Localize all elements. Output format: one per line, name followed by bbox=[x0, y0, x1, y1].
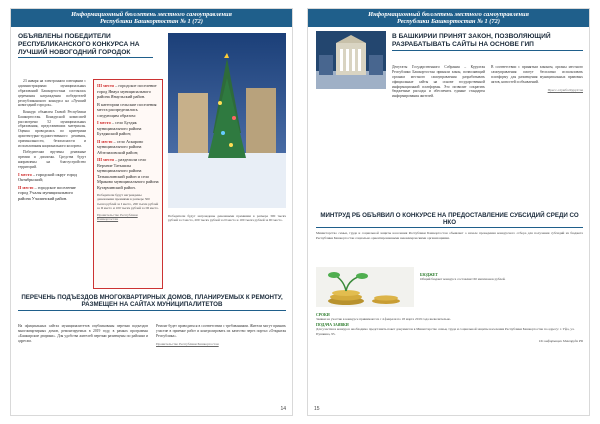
winners-frame bbox=[93, 79, 163, 289]
deadline-text: Заявки на участие в конкурсе принимаются с 4 февраля по 18 марта 2019 года включительно. bbox=[316, 317, 452, 321]
article-entrances bbox=[18, 294, 286, 312]
source-link[interactable]: Пресс-служба Курултая bbox=[547, 87, 583, 92]
law-col-2 bbox=[491, 65, 583, 92]
photo-side-text: Победители будут награждены денежными премиями в размере 300 тысяч рублей за I место, 200 тысяч рублей за II место и 100 тысяч рублей за III место. bbox=[168, 214, 286, 223]
frame-item: II место – село Аскарово муниципального района Абзелиловский район; bbox=[97, 138, 144, 155]
frame-note: Победители будут награждены денежными премиями в размере 300 тысяч рублей за I место, 200 тысяч рублей за II место и 100 тысяч рублей за III место. bbox=[97, 193, 159, 211]
source-link[interactable]: Правительство Республики Башкортостан bbox=[97, 212, 138, 221]
paragraph: На официальных сайтах муниципалитетов опубликованы перечни подъездов многоквартирных домов, ремонтируемых в 2019 году, в рамках программы «Башкирские дворики». Для удобства жителей перечни размещены по районам и адресам. bbox=[18, 324, 148, 343]
article-body bbox=[18, 79, 86, 203]
frame-item: В категории сельские поселения места распределились следующим образом: bbox=[97, 101, 157, 118]
entrances-col-1 bbox=[18, 324, 148, 344]
paragraph: 23 января на электронном совещании с администрациями муниципальных образований Башкортостана состоялась церемония награждения победителей республиканского конкурса на «Лучший новогодний городок». bbox=[18, 79, 86, 108]
coins-plant-photo bbox=[316, 267, 414, 307]
article-title: В БАШКИРИИ ПРИНЯТ ЗАКОН, ПОЗВОЛЯЮЩИЙ РАЗРАБАТЫВАТЬ САЙТЫ НА ОСНОВЕ ГИП bbox=[392, 33, 551, 48]
paragraph: В соответствии с принятым законом, органы местного самоуправления смогут бесплатно использовать платформу для размещения муниципальных правовых актов, новостей и объявлений. bbox=[491, 65, 583, 84]
paragraph: Победителям вручены денежные премии и дипломы. Средства будут направлены на благоустройство территорий. bbox=[18, 150, 86, 169]
mintrud-items-top bbox=[420, 271, 583, 281]
kurultai-building-photo bbox=[316, 31, 386, 89]
article-title: ОБЪЯВЛЕНЫ ПОБЕДИТЕЛИ РЕСПУБЛИКАНСКОГО КОНКУРСА НА ЛУЧШИЙ НОВОГОДНИЙ ГОРОДОК bbox=[18, 33, 140, 56]
mintrud-items-bottom bbox=[316, 311, 583, 344]
title-rule bbox=[18, 310, 286, 311]
budget-text: Общий бюджет конкурса составляет 60 миллионов рублей. bbox=[420, 277, 506, 281]
header-line-2: Республики Башкортостан № 1 (72) bbox=[100, 18, 203, 26]
header-line-2: Республики Башкортостан № 1 (72) bbox=[397, 18, 500, 26]
kurultai-building-svg bbox=[316, 31, 386, 89]
paragraph: Ремонт будет проводиться в соответствии с требованиями. Жители могут принять участие в приемке работ и контролировать их качество через портал «Открытая Республика». bbox=[156, 324, 286, 338]
left-page bbox=[10, 8, 293, 416]
application-label: ПОДАЧА ЗАЯВКИ bbox=[316, 323, 349, 328]
article-mintrud bbox=[316, 212, 583, 240]
deadline-label: СРОКИ bbox=[316, 313, 330, 317]
frame-item: I место – село Буздяк муниципального района Буздякский район; bbox=[97, 120, 142, 136]
winter-town-photo bbox=[168, 33, 286, 208]
paragraph: Конкурс объявлен Главой Республики Башкортостан. Конкурсной комиссией рассмотрено 52 муниципальных образования, представивших материалы. Оценка проводилась по критериям архитектурно-художественного решения, оригинальности, безопасности и использования национального колорита. bbox=[18, 109, 86, 148]
frame-item: III место – разделили село Верхние Татышлы муниципального района Татышлинский район и село Мраково муниципального района Кугарчинский район. bbox=[97, 157, 159, 190]
article-law bbox=[392, 33, 583, 52]
paragraph: Министерство семьи, труда и социальной защиты населения Республики Башкортостан объявляет о начале проведения конкурсного отбора для получения субсидий из бюджета Республики Башкортостан социально ориентированными некоммерческими организациями. bbox=[316, 231, 583, 240]
photo-caption-area bbox=[168, 214, 286, 223]
page-number: 14 bbox=[280, 406, 286, 412]
winner-item: I место – городской округ город Октябрьский; bbox=[18, 171, 77, 183]
source-link[interactable]: Правительство Республики Башкортостан bbox=[156, 341, 219, 346]
winner-item: II место – городское поселение город Учалы муниципального района Учалинский район. bbox=[18, 184, 76, 201]
header-line-1: Информационный бюллетень местного самоуправления bbox=[368, 11, 529, 18]
article-title: ПЕРЕЧЕНЬ ПОДЪЕЗДОВ МНОГОКВАРТИРНЫХ ДОМОВ, ПЛАНИРУЕМЫХ К РЕМОНТУ, РАЗМЕЩЕН НА САЙТАХ МУНИЦИПАЛИТЕТОВ bbox=[21, 294, 283, 309]
entrances-col-2 bbox=[156, 324, 286, 346]
article-winners bbox=[18, 33, 153, 59]
budget-label: БЮДЖЕТ bbox=[420, 273, 438, 277]
frame-item: III место – городское поселение город Янаул муниципального района Янаульский район. bbox=[97, 83, 157, 99]
coins-plant-svg bbox=[316, 267, 414, 307]
paragraph: Депутаты Государственного Собрания – Курултая Республики Башкортостан приняли закон, позволяющий органам местного самоуправления разрабатывать официальные сайты на основе государственной информационной платформы. Это позволит сократить бюджетные расходы и обеспечить единые стандарты информирования жителей. bbox=[392, 65, 485, 99]
page-header bbox=[308, 9, 589, 27]
winter-town-photo-svg bbox=[168, 33, 286, 208]
right-page bbox=[307, 8, 590, 416]
application-text: Для участия в конкурсе необходимо представить пакет документов в Министерство семьи, труда и социальной защиты населения Республики Башкортостан по адресу: г. Уфа, ул. Пушкина, 95. bbox=[316, 327, 575, 336]
title-rule bbox=[392, 50, 583, 51]
title-rule bbox=[316, 227, 583, 228]
title-rule bbox=[18, 57, 153, 58]
article-title: МИНТРУД РБ ОБЪЯВИЛ О КОНКУРСЕ НА ПРЕДОСТАВЛЕНИЕ СУБСИДИЙ СРЕДИ СО НКО bbox=[320, 212, 579, 227]
page-header bbox=[11, 9, 292, 27]
article-footer: По информации Минтруда РБ bbox=[539, 339, 583, 344]
header-line-1: Информационный бюллетень местного самоуправления bbox=[71, 11, 232, 18]
page-number: 15 bbox=[314, 406, 320, 412]
law-col-1 bbox=[392, 65, 485, 99]
